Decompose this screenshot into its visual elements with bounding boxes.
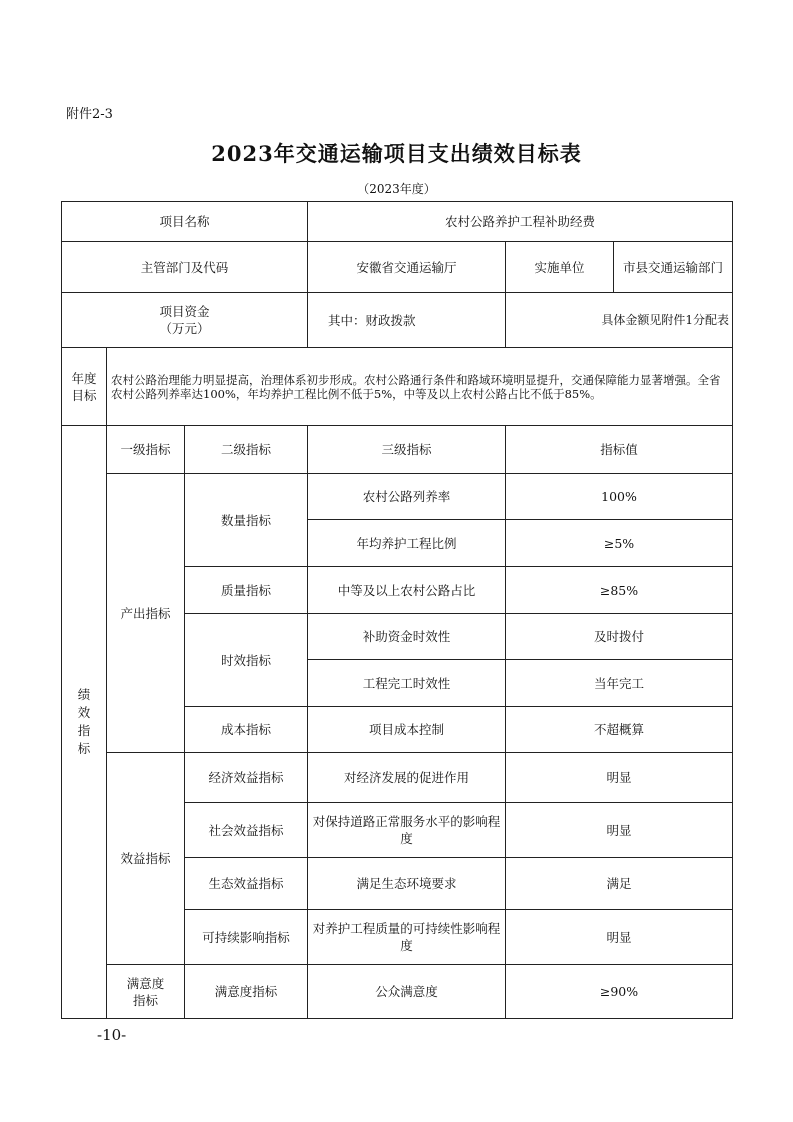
project-name-value: 农村公路养护工程补助经费	[308, 202, 733, 242]
indicator-value: 明显	[506, 910, 733, 965]
indicator-name: 补助资金时效性	[308, 614, 506, 660]
indicator-value: 明显	[506, 803, 733, 858]
header-level3: 三级指标	[308, 426, 506, 474]
satisfaction-label-line2: 指标	[132, 992, 158, 1008]
department-value: 安徽省交通运输厅	[308, 242, 506, 293]
funds-item: 其中：财政拨款	[308, 293, 506, 348]
satisfaction-label-line1: 满意度	[126, 975, 165, 991]
benefit-indicator-label: 效益指标	[107, 753, 185, 965]
level2-label: 社会效益指标	[185, 803, 308, 858]
indicator-name: 项目成本控制	[308, 707, 506, 753]
row-project-name	[62, 202, 733, 242]
level2-label: 生态效益指标	[185, 858, 308, 910]
header-value: 指标值	[506, 426, 733, 474]
table-row	[62, 474, 733, 520]
section-char: 效	[77, 705, 91, 720]
performance-target-table	[61, 201, 733, 1019]
page-number: -10-	[97, 1026, 127, 1044]
cost-indicator-label: 成本指标	[185, 707, 308, 753]
row-funds	[62, 293, 733, 348]
indicator-value: 及时拨付	[506, 614, 733, 660]
project-name-label: 项目名称	[62, 202, 308, 242]
attachment-label: 附件2-3	[66, 107, 113, 122]
row-annual-goal	[62, 348, 733, 426]
indicator-header-row	[62, 426, 733, 474]
indicator-name: 中等及以上农村公路占比	[308, 567, 506, 614]
header-level2: 二级指标	[185, 426, 308, 474]
annual-goal-label	[62, 348, 107, 426]
header-level1: 一级指标	[107, 426, 185, 474]
indicator-value: 满足	[506, 858, 733, 910]
annual-goal-label-line1: 年度	[71, 370, 97, 386]
funds-label-line2: （万元）	[159, 321, 210, 336]
indicator-value: ≥85%	[506, 567, 733, 614]
annual-goal-label-line2: 目标	[71, 387, 97, 403]
level2-label: 可持续影响指标	[185, 910, 308, 965]
section-char: 绩	[77, 687, 91, 702]
level2-label: 满意度指标	[185, 965, 308, 1019]
section-char: 标	[77, 741, 91, 756]
satisfaction-indicator-label	[107, 965, 185, 1019]
table-row	[62, 965, 733, 1019]
level2-label: 经济效益指标	[185, 753, 308, 803]
funds-label	[62, 293, 308, 348]
indicator-name: 农村公路列养率	[308, 474, 506, 520]
indicator-name: 对保持道路正常服务水平的影响程度	[308, 803, 506, 858]
indicator-name: 年均养护工程比例	[308, 520, 506, 567]
indicator-name: 公众满意度	[308, 965, 506, 1019]
page-title: 2023年交通运输项目支出绩效目标表	[211, 141, 582, 166]
timeliness-indicator-label: 时效指标	[185, 614, 308, 707]
quality-indicator-label: 质量指标	[185, 567, 308, 614]
section-char: 指	[77, 723, 91, 738]
year-note: （2023年度）	[357, 182, 436, 196]
output-indicator-label: 产出指标	[107, 474, 185, 753]
indicator-value: 当年完工	[506, 660, 733, 707]
row-department	[62, 242, 733, 293]
indicator-value: ≥5%	[506, 520, 733, 567]
implementer-value: 市县交通运输部门	[614, 242, 733, 293]
indicator-name: 工程完工时效性	[308, 660, 506, 707]
annual-goal-text: 农村公路治理能力明显提高，治理体系初步形成。农村公路通行条件和路域环境明显提升，交通保障能力显著增强。全省农村公路列养率达100%，年均养护工程比例不低于5%，中等及以上农村公路占比不低于85%。	[107, 348, 733, 426]
performance-indicator-section-label	[62, 426, 107, 1019]
table-row	[62, 753, 733, 803]
indicator-value: 不超概算	[506, 707, 733, 753]
department-label: 主管部门及代码	[62, 242, 308, 293]
indicator-value: ≥90%	[506, 965, 733, 1019]
indicator-name: 满足生态环境要求	[308, 858, 506, 910]
indicator-name: 对养护工程质量的可持续性影响程度	[308, 910, 506, 965]
implementer-label: 实施单位	[506, 242, 614, 293]
funds-note: 具体金额见附件1分配表	[506, 293, 733, 348]
indicator-value: 100%	[506, 474, 733, 520]
indicator-name: 对经济发展的促进作用	[308, 753, 506, 803]
indicator-value: 明显	[506, 753, 733, 803]
funds-label-line1: 项目资金	[159, 304, 210, 319]
quantity-indicator-label: 数量指标	[185, 474, 308, 567]
